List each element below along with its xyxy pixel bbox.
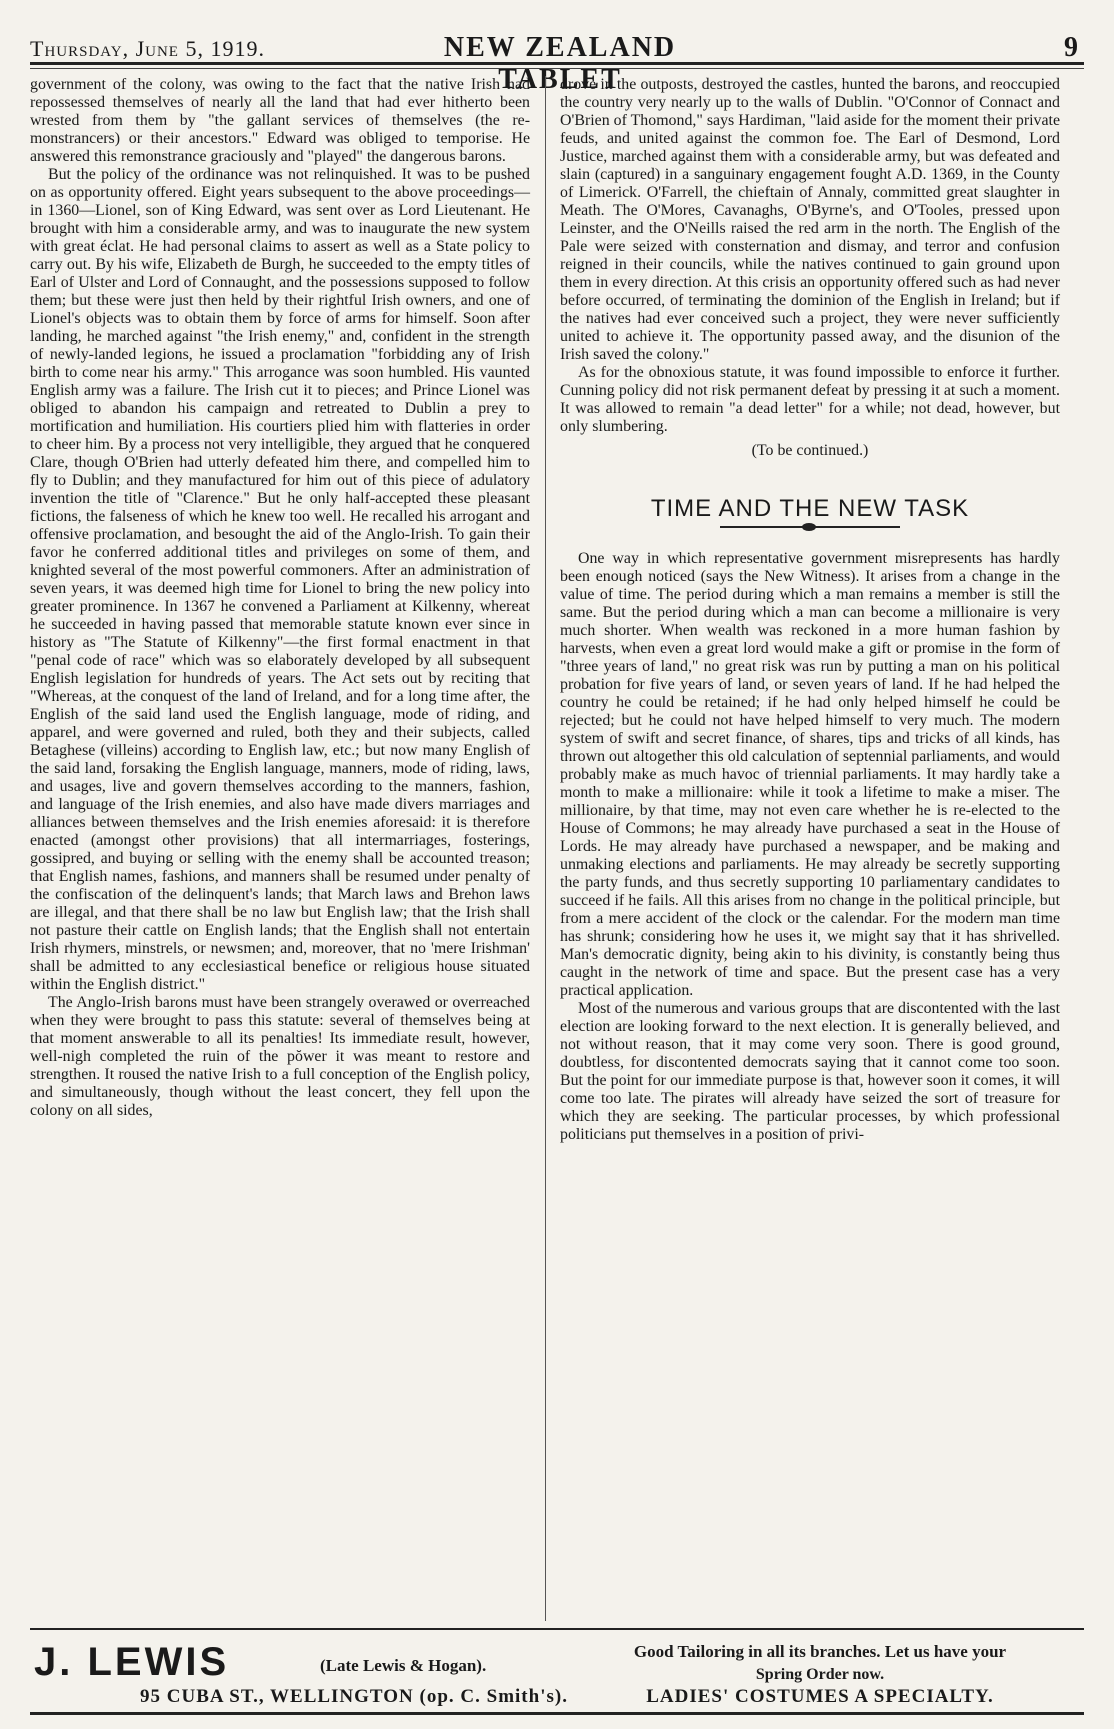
left-column <box>30 76 530 1120</box>
page-number: 9 <box>1064 32 1078 63</box>
masthead <box>30 22 1084 95</box>
right-column <box>560 76 1060 1144</box>
issue-date: Thursday, June 5, 1919. <box>30 36 265 61</box>
article-paragraph: drove in the outposts, destroyed the castles, hunted the barons, and reoccupied the country very nearly up to the walls of Dublin. "O'Connor of Connact and O'Brien of Thomond," says Hardiman, "laid aside for the moment their private feuds, and united against the common foe. The Earl of Desmond, Lord Justice, marched against them with a considerable army, but was defeated and slain (captured) in a sanguinary engagement fought A.D. 1369, in the County of Limerick. O'Farrell, the chieftain of Annaly, committed great slaughter in Meath. The O'Mores, Cavanaghs, O'Byrne's, and O'Tooles, pressed upon Leinster, and the O'Neills raised the red arm in the north. The English of the Pale were seized with consternation and dismay, and terror and confusion reigned in their councils, while the natives continued to gain ground upon them in every direction. At this crisis an opportunity offered such as had never before occurred, of terminating the dominion of the English in Ireland; but if the natives had ever conceived such a project, they were never sufficiently united to achieve it. The opportunity passed away, and the disunion of the Irish saved the colony." <box>560 76 1060 363</box>
advertiser-name: J. LEWIS <box>34 1640 230 1684</box>
article-paragraph: The Anglo-Irish barons must have been strangely overawed or overreached when they were brought to pass this statute: several of themselves being at that moment answerable to all its penalties! Its immediate result, however, well-nigh completed the ruin of the pŏwer it was meant to restore and strengthen. It roused the native Irish to a full conception of the English policy, and simultaneously, though without the least concert, they fell upon the colony on all sides, <box>30 994 530 1119</box>
footer-rule <box>30 1628 1084 1630</box>
advert-tagline-2: Spring Order now. <box>755 1666 885 1683</box>
newspaper-title: NEW ZEALAND TABLET <box>443 32 677 95</box>
column-divider <box>545 76 546 1621</box>
article-paragraph: government of the colony, was owing to the fact that the native Irish had repossessed themselves of nearly all the land that had ever hitherto been wrested from them by "the gallant services of themselves (the re-monstrancers) or their ancestors." Edward was obliged to temporise. He answered this remonstrance graciously and "played" the dangerous barons. <box>30 76 530 165</box>
advert-specialty: LADIES' COSTUMES A SPECIALTY. <box>646 1686 994 1707</box>
article-paragraph: Most of the numerous and various groups that are discontented with the last election are looking forward to the next election. It is generally believed, and not without reason, that it may come very soon. There is good ground, doubtless, for discontented democrats saying that it cannot come too soon. But the point for our immediate purpose is that, however soon it comes, it will come too late. The pirates will already have seized the sort of treasure for which they are seeking. The particular processes, by which professional politicians put themselves in a position of privi- <box>560 1000 1060 1143</box>
heading-ornament <box>720 526 900 528</box>
section-heading: TIME AND THE NEW TASK <box>650 495 970 522</box>
article-paragraph: As for the obnoxious statute, it was found impossible to enforce it further. Cunning policy did not risk permanent defeat by pressing it at such a moment. It was allowed to remain "a dead letter" for a while; not dead, however, but only slumbering. <box>560 364 1060 435</box>
footer-rule-bottom <box>30 1712 1084 1715</box>
advert-tagline: Good Tailoring in all its branches. Let us have your <box>633 1642 1007 1661</box>
header-rule-thin <box>30 68 1084 69</box>
header-rule <box>30 62 1084 65</box>
continued-note: (To be continued.) <box>751 442 869 459</box>
advertiser-former-name: (Late Lewis & Hogan). <box>320 1656 487 1675</box>
advertiser-address: 95 CUBA ST., WELLINGTON (op. C. Smith's). <box>140 1686 568 1707</box>
article-paragraph: One way in which representative government misrepresents has hardly been enough noticed (says the New Witness). It arises from a change in the value of time. The period during which a man remains a member is still the same. But the period during which a man can become a millionaire is very much shorter. When wealth was reckoned in a more human fashion by harvests, when even a great lord would make a gift or promise in the form of "three years of land," no great risk was run by putting a man on his political probation for five years of land, or seven years of land. If he had helped the country he could be retained; if he had only helped himself he could be rejected; but he could not have helped himself to very much. The modern system of swift and secret finance, of shares, tips and tricks of all kinds, has thrown out altogether this old calculation of septennial parliaments, and would probably make as much havoc of triennial parliaments. It may hardly take a month to make a millionaire: while it took a lifetime to make a miser. The millionaire, by that time, may not even care whether he is re-elected to the House of Commons; he may already have purchased a seat in the House of Lords. He may already have purchased a newspaper, and be making and unmaking elections and parliaments. He may already be secretly supporting the party funds, and thus secretly supporting 10 parliamentary candidates to succeed if he fails. All this arises from no change in the political principle, but from a mere accident of the clock or the calendar. For the modern man time has shrunk; considering how he uses it, we might say that it has shrivelled. Man's democratic dignity, being akin to his divinity, is constantly being thus caught in the network of time and space. But the present case has a very practical application. <box>560 550 1060 999</box>
article-paragraph: But the policy of the ordinance was not relinquished. It was to be pushed on as opportunity offered. Eight years subsequent to the above proceedings—in 1360—Lionel, son of King Edward, was sent over as Lord Lieutenant. He brought with him a considerable army, and was to inaugurate the new system with great éclat. He had personal claims to assert as well as a State policy to carry out. By his wife, Elizabeth de Burgh, he succeeded to the empty titles of Earl of Ulster and Lord of Connaught, and the possessions supposed to follow them; but these were just then held by their rightful Irish owners, and one of Lionel's objects was to obtain them by force of arms for himself. Soon after landing, he marched against "the Irish enemy," and, confident in the strength of newly-landed legions, he issued a proclamation "forbidding any of Irish birth to come near his army." This arrogance was soon humbled. His vaunted English army was a failure. The Irish cut it to pieces; and Prince Lionel was obliged to abandon his campaign and retreated to Dublin a prey to mortification and humiliation. His courtiers plied him with flatteries in order to cheer him. By a process not very intelligible, they argued that he conquered Clare, though O'Brien had utterly defeated him there, and compelled him to fly to Dublin; and they manufactured for him out of this piece of adulatory invention the title of "Clarence." But he only half-accepted these pleasant fictions, the falseness of which he knew too well. He recalled his arrogant and offensive proclamation, and besought the aid of the Anglo-Irish. To gain their favor he conferred additional titles and privileges on some of them, and knighted several of the most powerful commoners. After an administration of seven years, it was deemed high time for Lionel to bring the new policy into greater prominence. In 1367 he convened a Parliament at Kilkenny, whereat he succeeded in having passed that memorable statute known ever since in history as "The Statute of Kilkenny"—the first formal enactment in that "penal code of race" which was so elaborately developed by all subsequent English legislation for hundreds of years. The Act sets out by reciting that "Whereas, at the conquest of the land of Ireland, and for a long time after, the English of the said land used the English language, mode of riding, and apparel, and were governed and ruled, both they and their subjects, called Betaghese (villeins) according to English law, etc.; but now many English of the said land, forsaking the English language, manners, mode of riding, laws, and usages, live and govern themselves according to the manners, fashion, and language of the Irish enemies, and also have made divers marriages and alliances between themselves and the Irish enemies aforesaid: it is therefore enacted (amongst other provisions) that all intermarriages, fosterings, gossipred, and buying or selling with the enemy shall be accounted treason; that English names, fashions, and manners shall be resumed under penalty of the confiscation of the delinquent's lands; that March laws and Brehon laws are illegal, and that there shall be no law but English law; that the Irish shall not pasture their cattle on English lands; that the English shall not entertain Irish rhymers, minstrels, or newsmen; and, moreover, that no 'mere Irishman' shall be admitted to any ecclesiastical benefice or religious house situated within the English district." <box>30 166 530 993</box>
